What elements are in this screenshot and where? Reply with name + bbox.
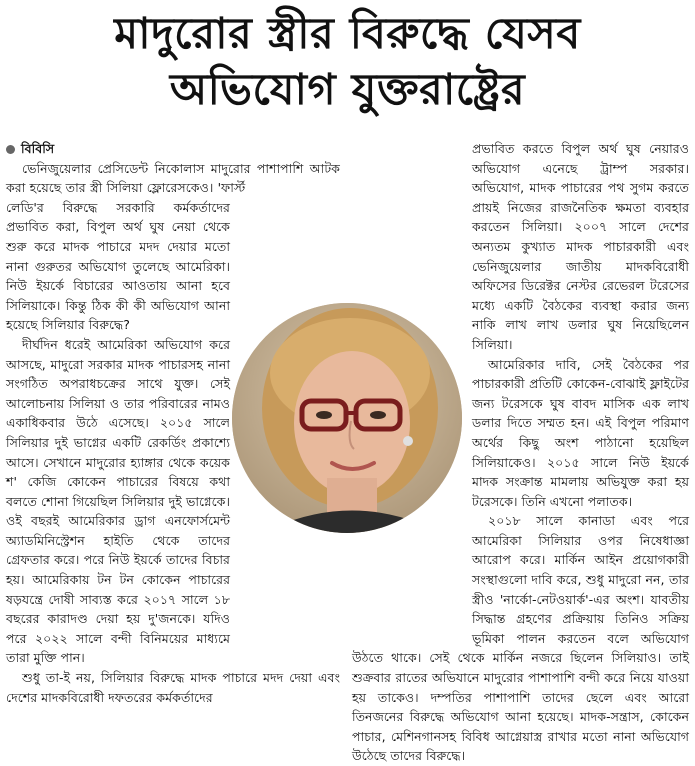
headline [0,6,695,118]
article-paragraph: আমেরিকার দাবি, সেই বৈঠকের পর পাচারকারী প্রতিটি কোকেন-বোঝাই ফ্লাইটের জন্য টরেসকে ঘুষ বাবদ মাসিক এক লাখ ডলার দিতে সম্মত হন। এই বিপুল পরিমাণ অর্থের কিছু অংশ পাঠানো হয়েছিল সিলিয়াকেও। ২০১৫ সালে নিউ ইয়র্কে মাদক সংক্রান্ত মামলায় অভিযুক্ত করা হয় টরেসকে। তিনি এখনো পলাতক। [472,356,689,509]
headline-line-1: মাদুরোর স্ত্রীর বিরুদ্ধে যেসব [114,9,581,59]
byline [6,139,340,159]
portrait-photo [232,303,462,533]
article-paragraph: প্রভাবিত করতে বিপুল অর্থ ঘুষ নেয়ারও অভিযোগ এনেছে ট্রাম্প সরকার। অভিযোগ, মাদক পাচারের পথ সুগম করতে প্রায়ই নিজের রাজনৈতিক ক্ষমতা ব্যবহার করতেন সিলিয়া। ২০০৭ সালে দেশের অন্যতম কুখ্যাত মাদক পাচারকারী এবং ভেনিজুয়েলার জাতীয় মাদকবিরোধী অফিসের ডিরেক্টর নেস্টর রেভেরল টরেসের মধ্যে একটি বৈঠকের ব্যবস্থা করার জন্য নাকি লাখ লাখ ডলার ঘুষ নিয়েছিলেন সিলিয়া। [472,141,689,352]
bullet-icon [6,145,15,154]
article-paragraph: ভেনিজুয়েলার প্রেসিডেন্ট নিকোলাস মাদুরোর পাশাপাশি আটক করা হয়েছে তার স্ত্রী সিলিয়া ফ্লোরেসকেও। 'ফার্স্ট লেডি'র বিরুদ্ধে সরকারি কর্মকর্তাদের প্রভাবিত করা, বিপুল অর্থ ঘুষ নেয়া থেকে শুরু করে মাদক পাচারে মদদ দেয়ার মতো নানা গুরুতর অভিযোগ তুলেছে আমেরিকা। নিউ ইয়র্কে বিচারের আওতায় আনা হবে সিলিয়াকে। কিন্তু ঠিক কী কী অভিযোগ আনা হয়েছে সিলিয়ার বিরুদ্ধে? [6,160,340,333]
article-paragraph: ২০১৮ সালে কানাডা এবং পরে আমেরিকা সিলিয়ার ওপর নিষেধাজ্ঞা আরোপ করে। মার্কিন আইন প্রয়োগকারী সংস্থাগুলো দাবি করে, শুধু মাদুরো নন, তার স্ত্রীও 'নার্কো-নেটওয়ার্ক'-এর অংশ। যাবতীয় সিদ্ধান্ত গ্রহণের প্রক্রিয়ায় তিনিও সক্রিয় ভূমিকা পালন করতেন বলে অভিযোগ উঠতে থাকে। সেই থেকে মার্কিন নজরে ছিলেন সিলিয়াও। তাই শুক্রবার রাতের অভিযানে মাদুরোর পাশাপাশি বন্দী করে নিয়ে যাওয়া হয় তাকেও। দম্পতির পাশাপাশি তাদের ছেলে এবং আরো তিনজনের বিরুদ্ধে অভিযোগ আনা হয়েছে। মাদক-সন্ত্রাস, কোকেন পাচার, মেশিনগানসহ বিবিধ আগ্নেয়াস্ত্র রাখার মতো নানা অভিযোগ উঠেছে তাদের বিরুদ্ধে। [352,513,689,764]
article-paragraph: দীর্ঘদিন ধরেই আমেরিকা অভিযোগ করে আসছে, মাদুরো সরকার মাদক পাচারসহ নানা সংগঠিত অপরাধচক্রের সাথে যুক্ত। সেই আলোচনায় সিলিয়া ও তার পরিবারের নামও একাধিকবার উঠে এসেছে। ২০১৫ সালে সিলিয়ার দুই ভাগ্নের একটি রেকর্ডিং প্রকাশ্যে আসে। সেখানে মাদুরোর হ্যাঙ্গার থেকে কয়েক শ' কেজি কোকেন পাচারের বিষয়ে কথা বলতে শোনা গিয়েছিল সিলিয়ার দুই ভাগ্নেকে। ওই বছরই আমেরিকার ড্রাগ এনফোর্সমেন্ট অ্যাডমিনিস্ট্রেশন হাইতি থেকে তাদের গ্রেফতার করে। পরে নিউ ইয়র্কে তাদের বিচার হয়। আমেরিকায় টন টন কোকেন পাচারের ষড়যন্ত্রে দোষী সাব্যস্ত করে ২০১৭ সালে ১৮ বছরের কারাদণ্ড দেয়া হয় দু'জনকে। যদিও পরে ২০২২ সালে বন্দী বিনিময়ের মাধ্যমে তারা মুক্তি পান। [6,336,230,666]
portrait-illustration [232,303,462,533]
article-paragraph: শুধু তা-ই নয়, সিলিয়ার বিরুদ্ধে মাদক পাচারে মদদ দেয়া এবং দেশের মাদকবিরোধী দফতরের কর্মকর্তাদের [6,670,340,705]
headline-line-2: অভিযোগ যুক্তরাষ্ট্রের [169,65,526,115]
byline-source: বিবিসি [21,141,55,156]
